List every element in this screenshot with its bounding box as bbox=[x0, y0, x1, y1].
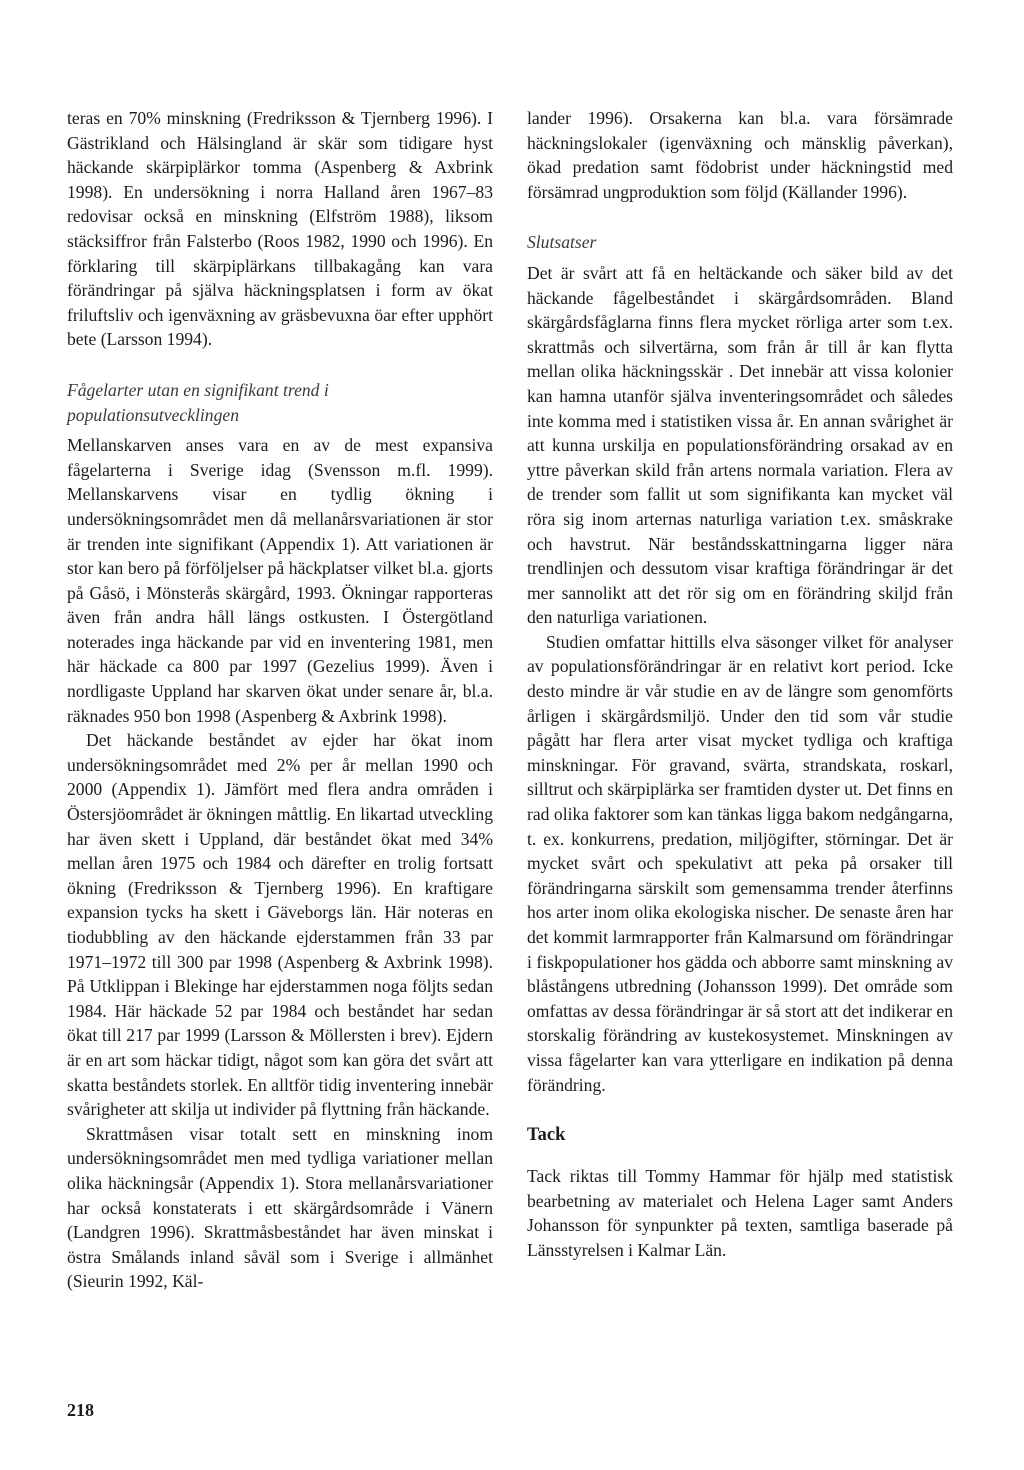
section-heading-slutsatser: Slutsatser bbox=[527, 232, 597, 253]
body-paragraph: teras en 70% minskning (Fredriksson & Tjernberg 1996). I Gästrikland och Hälsingland är skär som tidigare hyst häckande skärpiplärkor tomma (Aspenberg & Axbrink 1998). En undersökning i norra Halland åren 1967–83 redovisar också en minskning (Elfström 1988), liksom stäcksiffror från Falsterbo (Roos 1982, 1990 och 1996). En förklaring till skärpiplärkans tillbakagång kan vara förändringar på själva häckningsplatsen i form av ökat friluftsliv och igenväxning av gräsbevuxna öar efter upphört bete (Larsson 1994). bbox=[67, 108, 493, 350]
section-heading-tack: Tack bbox=[527, 1125, 566, 1146]
right-column bbox=[527, 106, 953, 1263]
body-paragraph: Studien omfattar hittills elva säsonger vilket för analyser av populationsförändringar är en relativt kort period. Icke desto mindre är vår studie en av de längre som genomförts årligen i skärgårdsmiljö. Under den tid som vår studie pågått har flera arter visat mycket tydliga och kraftiga minskningar. För gravand, svärta, strandskata, roskarl, silltrut och skärpiplärka ser framtiden dyster ut. Det finns en rad olika faktorer som kan tänkas ligga bakom nedgångarna, t. ex. konkurrens, predation, miljögifter, störningar. Det är mycket svårt och spekulativt att peka på orsaker till förändringarna särskilt som gemensamma trender återfinns hos arter inom olika ekologiska nischer. De senaste åren har det kommit larmrapporter från Kalmarsund om förändringar i fiskpopulationer hos gädda och abborre samt minskning av blåstångens utbredning (Johansson 1999). Det område som omfattas av dessa förändringar är så stort att det indikerar en storskalig förändring av kustekosystemet. Minskningen av vissa fågelarter kan vara ytterligare en indikation på denna förändring. bbox=[527, 631, 953, 1095]
body-paragraph: Mellanskarven anses vara en av de mest expansiva fågelarterna i Sverige idag (Svensson m.fl. 1999). Mellanskarvens visar en tydlig ökning i undersökningsområdet men då mellanårsvariationen är stor är trenden inte signifikant (Appendix 1). Att variationen är stor kan bero på förföljelser på häckplatser vilket bl.a. gjorts på Gåsö, i Mönsterås skärgård, 1993. Ökningar rapporteras även från andra håll längs ostkusten. I Östergötland noterades inga häckande par vid en inventering 1981, men här häckade ca 800 par 1997 (Gezelius 1999). Även i nordligaste Uppland har skarven ökat under senare år, bl.a. räknades 950 bon 1998 (Aspenberg & Axbrink 1998). bbox=[67, 435, 493, 726]
body-paragraph: Skrattmåsen visar totalt sett en minskning inom undersökningsområdet men med tydliga variationer mellan olika häckningsår (Appendix 1). Stora mellanårsvariationer har också konstaterats i ett skärgårdsområde i Vänern (Landgren 1996). Skrattmåsbeståndet har även minskat i östra Smålands inland såväl som i Sverige i allmänhet (Sieurin 1992, Käl- bbox=[67, 1123, 493, 1292]
body-paragraph: lander 1996). Orsakerna kan bl.a. vara försämrade häckningslokaler (igenväxning och mänsklig påverkan), ökad predation samt födobrist under häckningstid med försämrad ungproduktion som följd (Källander 1996). bbox=[527, 108, 953, 202]
body-paragraph: Tack riktas till Tommy Hammar för hjälp med statistisk bearbetning av materialet och Helena Lager samt Anders Johansson för synpunkter på texten, samtliga baserade på Länsstyrelsen i Kalmar Län. bbox=[527, 1166, 953, 1260]
body-paragraph: Det häckande beståndet av ejder har ökat inom undersökningsområdet med 2% per år mellan 1990 och 2000 (Appendix 1). Jämfört med flera andra områden i Östersjöområdet är ökningen måttlig. En likartad utveckling har även skett i Uppland, där beståndet ökat med 34% mellan åren 1975 och 1984 och därefter en trolig fortsatt ökning (Fredriksson & Tjernberg 1996). En kraftigare expansion tycks ha skett i Gäveborgs län. Här noteras en tiodubbling av den häckande ejderstammen från 33 par 1971–1972 till 300 par 1998 (Aspenberg & Axbrink 1998). På Utklippan i Blekinge har ejderstammen noga följts sedan 1984. Här häckade 52 par 1984 och beståndet har sedan ökat till 217 par 1999 (Larsson & Möllersten i brev). Ejdern är en art som häckar tidigt, något som kan göra det svårt att skatta beståndets storlek. En alltför tidig inventering innebär svårigheter att skilja ut individer på flyttning från häckande. bbox=[67, 730, 493, 1120]
left-column bbox=[67, 106, 493, 1294]
body-paragraph: Det är svårt att få en heltäckande och säker bild av det häckande fågelbeståndet i skärgårdsområden. Bland skärgårdsfåglarna finns flera mycket rörliga arter som t.ex. skrattmås och silvertärna, som från år till år kan flytta mellan olika häckningsskär . Det innebär att vissa kolonier kan hamna utanför själva inventeringsområdet och således inte komma med i statistiken vissa år. En annan svårighet är att kunna urskilja en populationsförändring orsakad av en yttre påverkan skild från artens normala variation. Flera av de trender som fallit ut som signifikanta kan mycket väl röra sig inom arternas naturliga variation t.ex. småskrake och havstrut. När beståndsskattningarna ligger nära trendlinjen och dessutom visar kraftiga förändringar är det mer sannolikt att det rör sig om en förändring skiljd från den naturliga variationen. bbox=[527, 262, 953, 628]
page-number: 218 bbox=[67, 1400, 94, 1420]
section-heading-no-trend: Fågelarter utan en signifikant trend i populationsutvecklingen bbox=[67, 379, 329, 425]
